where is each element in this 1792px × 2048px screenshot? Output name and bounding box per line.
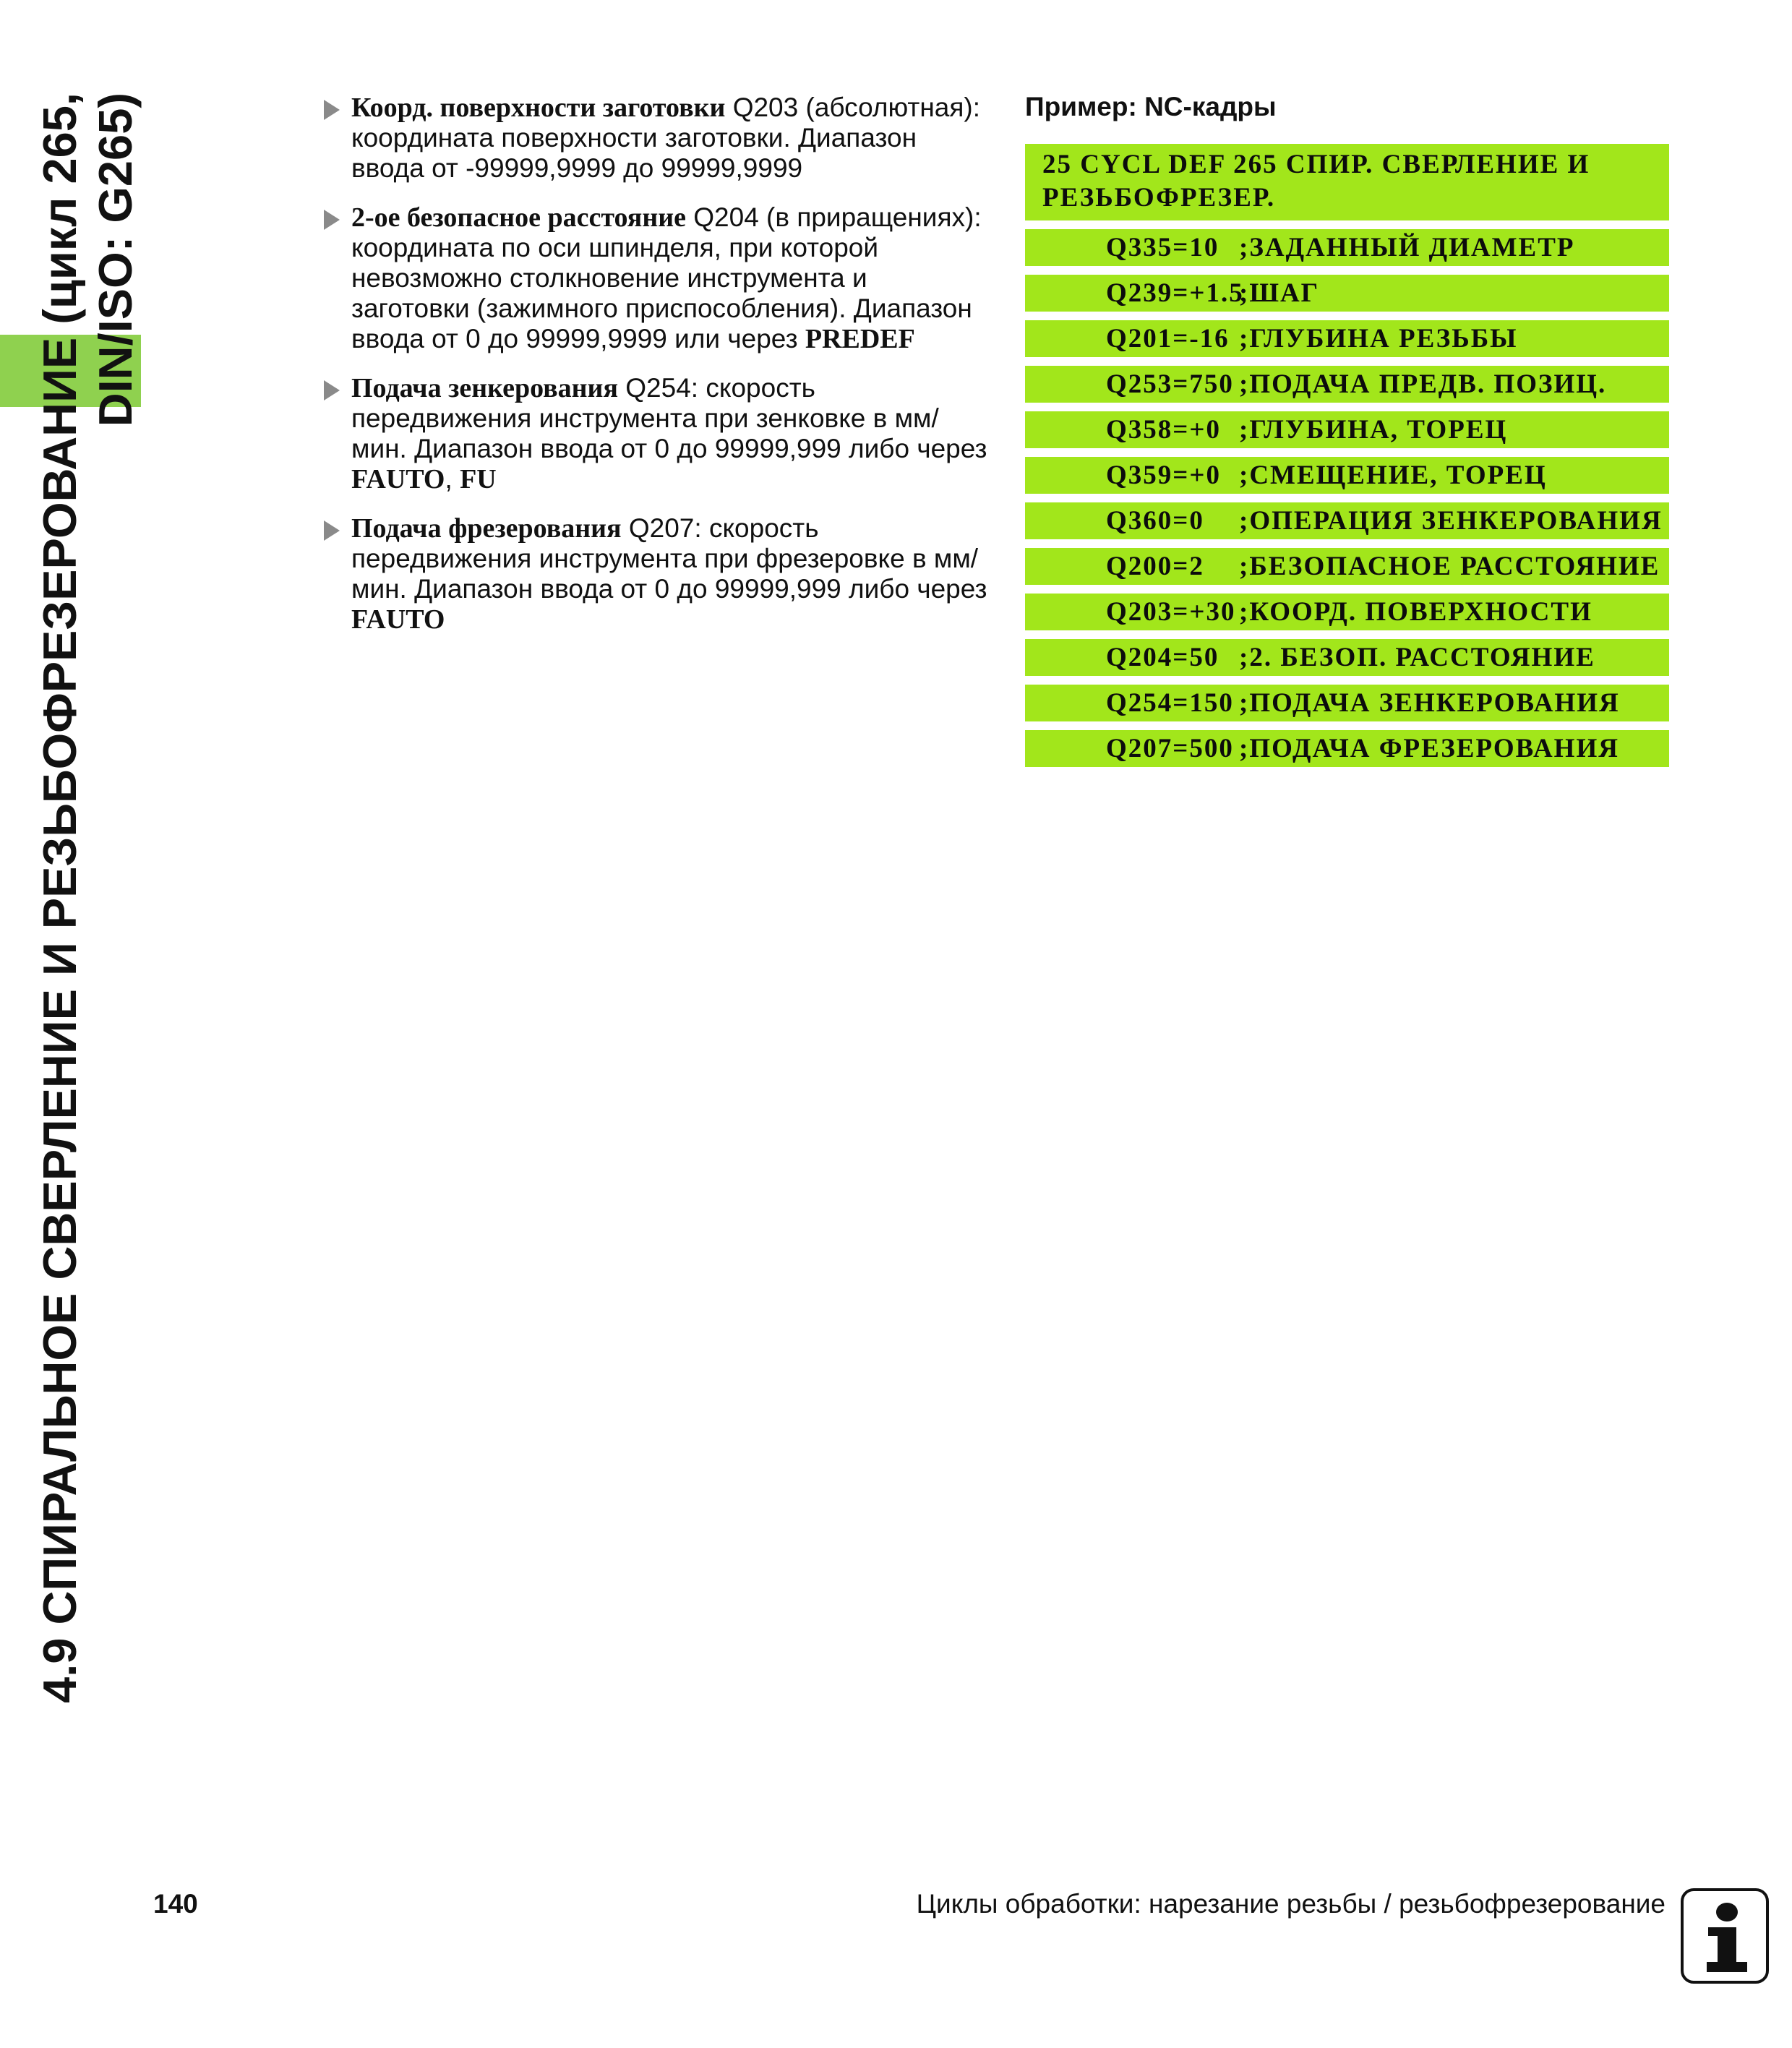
nc-block-row xyxy=(1025,275,1669,312)
param-keyword: PREDEF xyxy=(805,324,915,354)
nc-parameter: Q253=750 xyxy=(1106,369,1234,399)
param-name: 2-ое безопасное расстояние xyxy=(351,202,686,233)
nc-comment: ;ШАГ xyxy=(1239,278,1320,308)
nc-block-rows xyxy=(1025,229,1669,767)
nc-comment: ;ГЛУБИНА РЕЗЬБЫ xyxy=(1239,324,1518,354)
param-keyword: FU xyxy=(460,464,497,494)
nc-parameter: Q360=0 xyxy=(1106,506,1204,536)
nc-comment: ;БЕЗОПАСНОЕ РАССТОЯНИЕ xyxy=(1239,552,1660,581)
nc-parameter: Q204=50 xyxy=(1106,643,1219,672)
nc-block-row xyxy=(1025,366,1669,403)
nc-parameter: Q203=+30 xyxy=(1106,597,1236,627)
param-item xyxy=(324,513,989,635)
triangle-bullet-icon xyxy=(324,380,340,400)
triangle-bullet-icon xyxy=(324,520,340,541)
nc-comment: ;ЗАДАННЫЙ ДИАМЕТР xyxy=(1239,233,1575,262)
nc-block-row xyxy=(1025,548,1669,585)
nc-block-row xyxy=(1025,502,1669,539)
page-number: 140 xyxy=(153,1889,198,1919)
parameter-list xyxy=(324,93,989,654)
nc-parameter: Q201=-16 xyxy=(1106,324,1230,354)
section-title-line-1: 4.9 СПИРАЛЬНОЕ СВЕРЛЕНИЕ И РЕЗЬБОФРЕЗЕРОВАНИЕ (цикл 265, xyxy=(33,93,86,1703)
nc-comment: ;КООРД. ПОВЕРХНОСТИ xyxy=(1239,597,1592,627)
nc-comment: ;ПОДАЧА ФРЕЗЕРОВАНИЯ xyxy=(1239,734,1619,763)
nc-block-row xyxy=(1025,411,1669,448)
triangle-bullet-icon xyxy=(324,210,340,230)
param-name: Коорд. поверхности заготовки xyxy=(351,93,726,123)
param-item xyxy=(324,202,989,354)
nc-parameter: Q207=500 xyxy=(1106,734,1234,763)
nc-comment: ;СМЕЩЕНИЕ, ТОРЕЦ xyxy=(1239,460,1547,490)
nc-block-table xyxy=(1025,144,1669,776)
nc-parameter: Q254=150 xyxy=(1106,688,1234,718)
triangle-bullet-icon xyxy=(324,100,340,120)
section-title-line-2: DIN/ISO: G265) xyxy=(89,93,142,427)
param-description: Q207: скорость передвижения инструмента при фрезеровке в мм/мин. Диапазон ввода от 0 до 99999,999 либо через xyxy=(351,513,987,604)
nc-block-header: 25 CYCL DEF 265 СПИР. СВЕРЛЕНИЕ И РЕЗЬБОФРЕЗЕР. xyxy=(1025,144,1669,220)
param-item xyxy=(324,93,989,184)
example-title: Пример: NC-кадры xyxy=(1025,92,1277,121)
param-keyword: FAUTO xyxy=(351,464,445,494)
param-description: Q254: скорость передвижения инструмента при зенковке в мм/мин. Диапазон ввода от 0 до 99999,999 либо через xyxy=(351,373,987,463)
nc-block-row xyxy=(1025,594,1669,630)
nc-comment: ;ПОДАЧА ЗЕНКЕРОВАНИЯ xyxy=(1239,688,1620,718)
nc-parameter: Q200=2 xyxy=(1106,552,1204,581)
chapter-title: Циклы обработки: нарезание резьбы / резьбофрезерование xyxy=(916,1889,1665,1919)
nc-block-row xyxy=(1025,639,1669,676)
nc-parameter: Q359=+0 xyxy=(1106,460,1221,490)
nc-block-row xyxy=(1025,685,1669,721)
nc-comment: ;ГЛУБИНА, ТОРЕЦ xyxy=(1239,415,1508,445)
nc-comment: ;ОПЕРАЦИЯ ЗЕНКЕРОВАНИЯ xyxy=(1239,506,1663,536)
nc-parameter: Q358=+0 xyxy=(1106,415,1221,445)
nc-block-row xyxy=(1025,320,1669,357)
param-description: Q204 (в приращениях): координата по оси шпинделя, при которой невозможно столкновение инструмента и заготовки (зажимного приспособления). Диапазон ввода от 0 до 99999,9999 или через xyxy=(351,202,982,354)
nc-parameter: Q239=+1.5 xyxy=(1106,278,1244,308)
nc-comment: ;ПОДАЧА ПРЕДВ. ПОЗИЦ. xyxy=(1239,369,1607,399)
param-name: Подача зенкерования xyxy=(351,373,618,403)
param-item: Подача зенкерования Q254: скорость передвижения инструмента при зенковке в мм/мин. Диапазон ввода от 0 до 99999,999 либо через FAUTO, FU xyxy=(324,373,989,494)
param-name: Подача фрезерования xyxy=(351,513,622,544)
info-icon xyxy=(1681,1888,1769,1984)
nc-block-row xyxy=(1025,457,1669,494)
nc-block-row xyxy=(1025,730,1669,767)
section-title xyxy=(32,93,143,1762)
nc-parameter: Q335=10 xyxy=(1106,233,1219,262)
param-description: Q203 (абсолютная): координата поверхности заготовки. Диапазон ввода от -99999,9999 до 99999,9999 xyxy=(351,93,980,183)
param-keyword: FAUTO xyxy=(351,604,445,635)
nc-comment: ;2. БЕЗОП. РАССТОЯНИЕ xyxy=(1239,643,1595,672)
nc-block-row xyxy=(1025,229,1669,266)
